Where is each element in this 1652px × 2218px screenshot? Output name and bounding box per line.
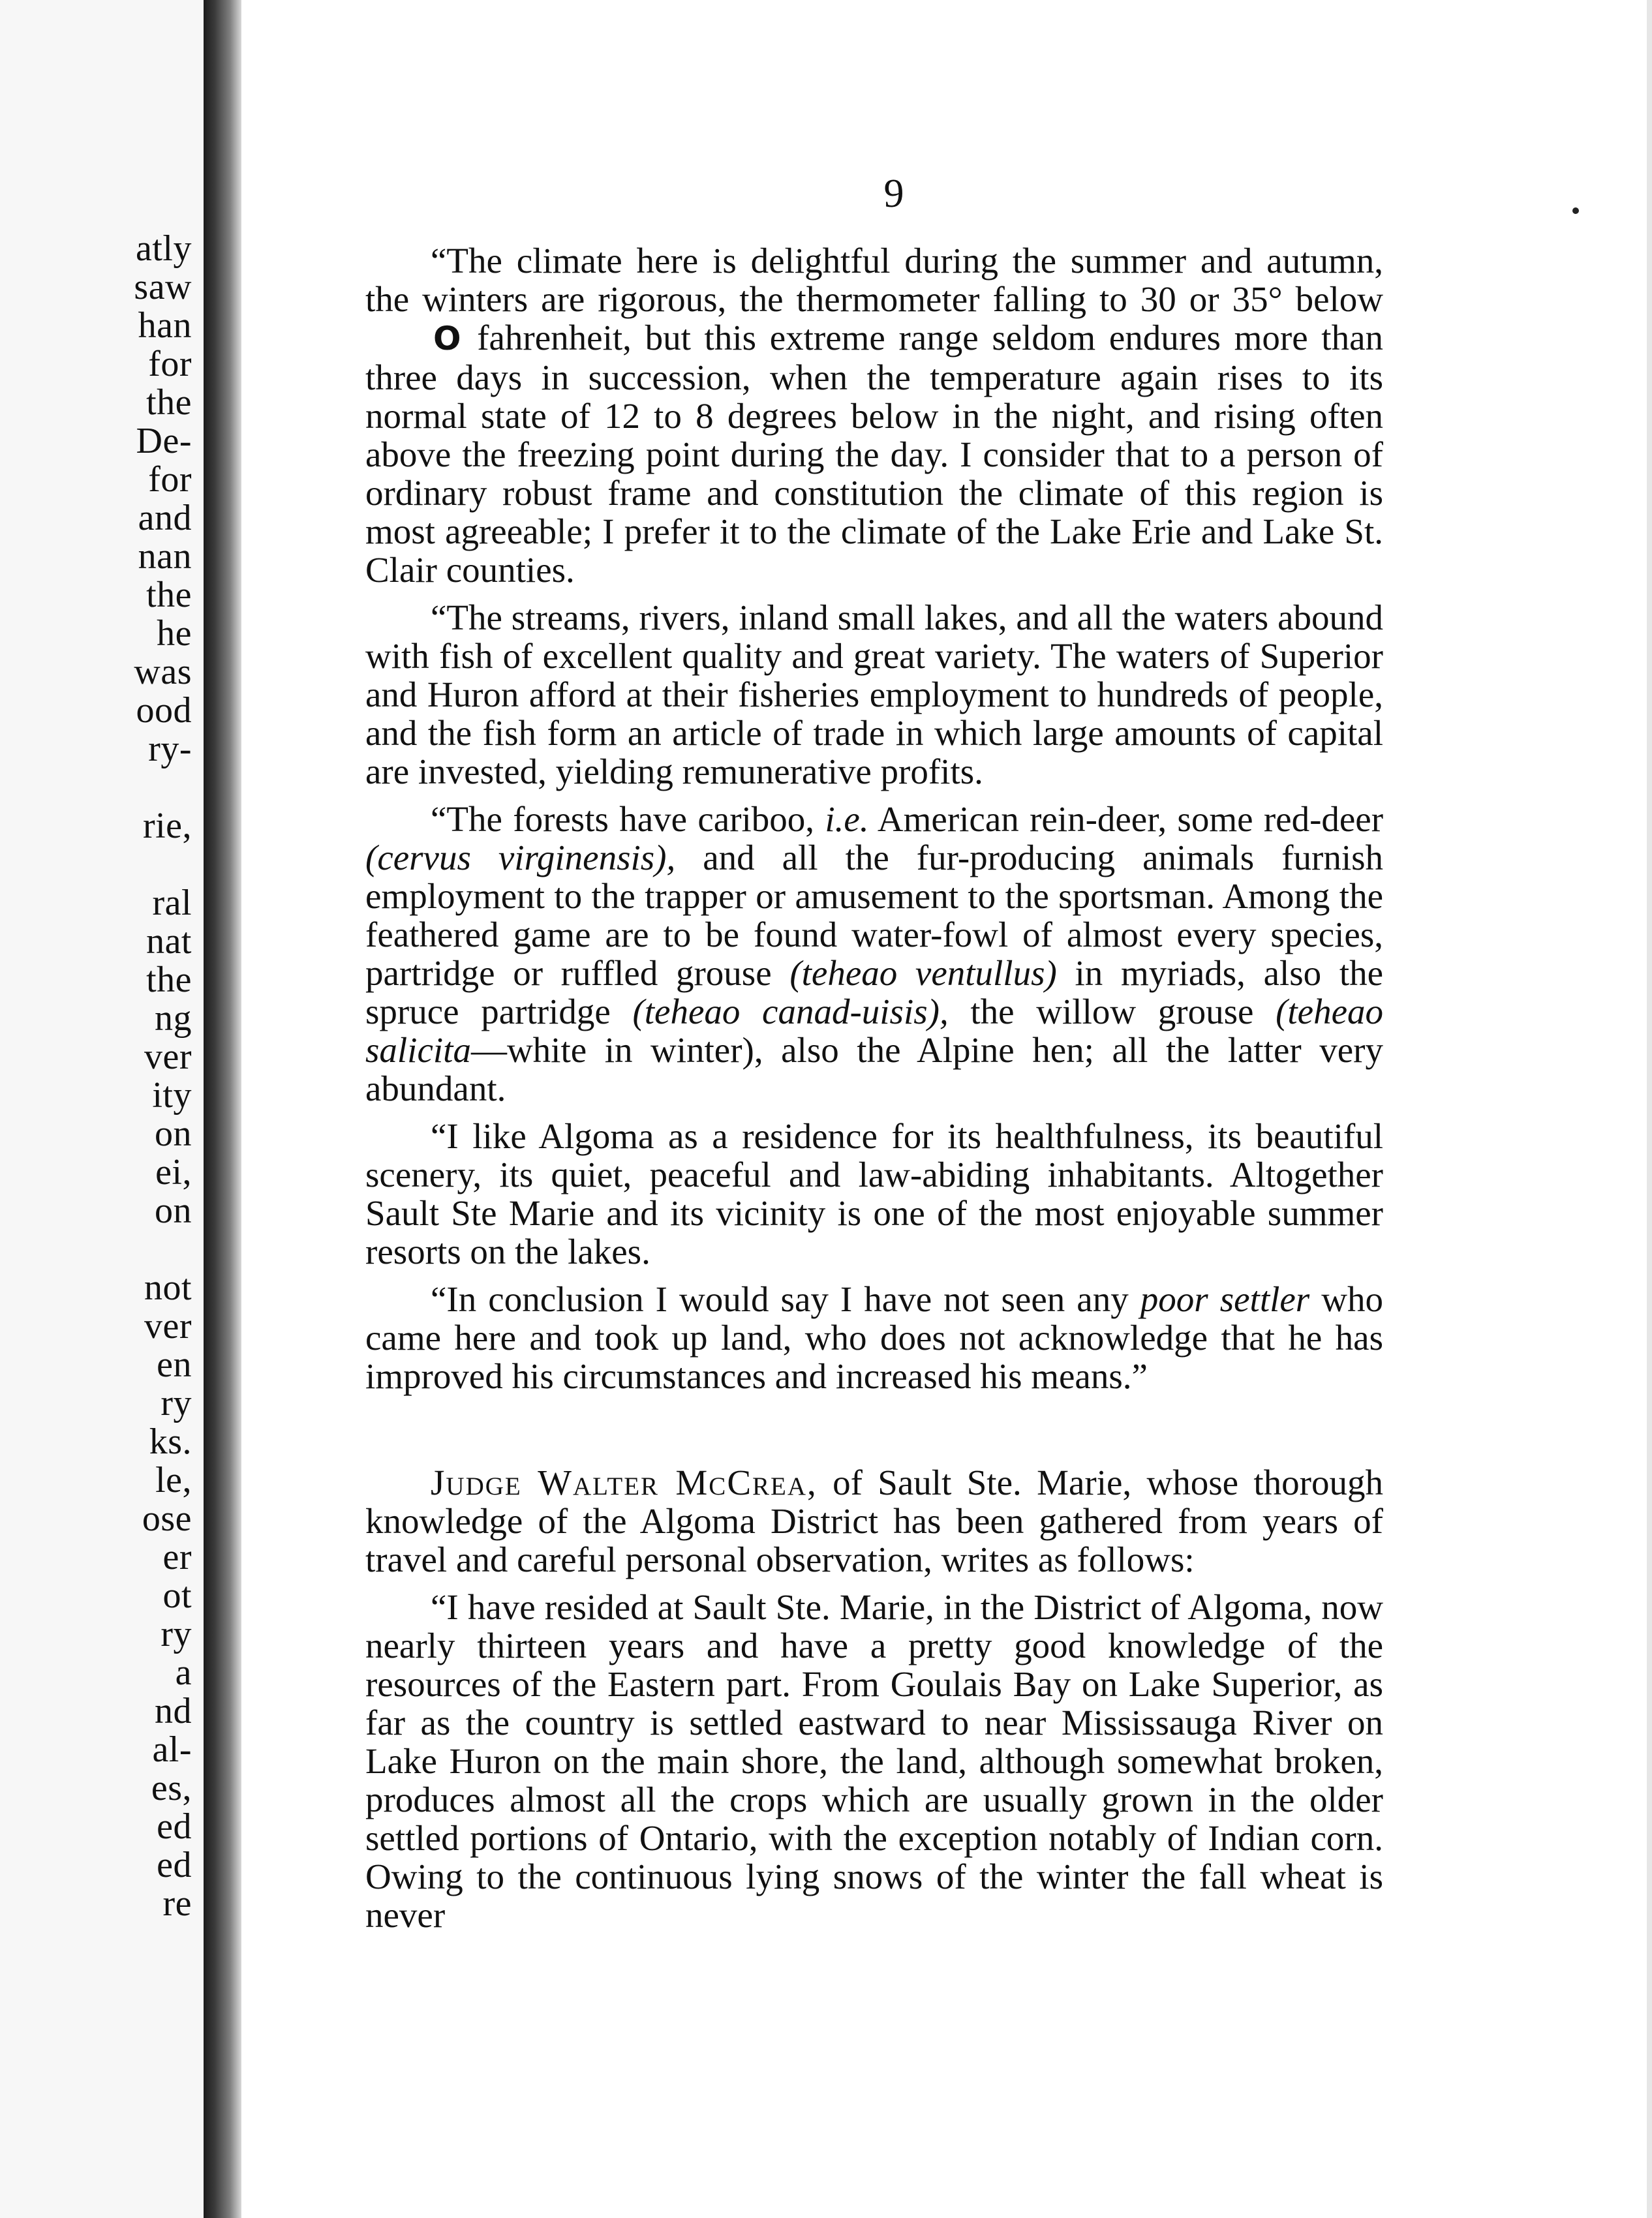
facing-page-fragment: ry (161, 1383, 192, 1423)
facing-page-fragment: ed (157, 1806, 192, 1847)
facing-page-fragment: re (162, 1883, 192, 1924)
body-text (365, 241, 1383, 1934)
facing-page-fragment: rie, (142, 806, 192, 846)
facing-page-fragment: en (157, 1344, 192, 1385)
facing-page-fragment: nd (155, 1691, 192, 1731)
facing-page-fragment: al- (152, 1729, 192, 1770)
paragraph-climate: “The climate here is delightful during the summer and autumn, the winters are rigorous, the thermometer falling to 30 or 35° below O fahrenheit, but this extreme range seldom endures more than three days in succession, when the temperature again rises to its normal state of 12 to 8 degrees below in the night, and rising often above the freezing point during the day. I consider that to a person of ordinary robust frame and constitution the climate of this region is most agreeable; I prefer it to the climate of the Lake Erie and Lake St. Clair counties. (365, 241, 1383, 590)
facing-page-fragment: ity (152, 1075, 192, 1116)
paragraph-residence: “I like Algoma as a residence for its healthfulness, its beautiful scenery, its quiet, peaceful and law-abiding inhabitants. Altogether Sault Ste Marie and its vicinity is one of the most enjoyable summer resorts on the lakes. (365, 1116, 1383, 1271)
facing-page-fragment (134, 1230, 192, 1269)
facing-page-fragment: nat (146, 921, 192, 962)
facing-page-fragment: the (146, 960, 192, 1000)
paragraph-forests: “The forests have cariboo, i.e. American rein-deer, some red-deer (cervus virginensis), and all the fur-producing animals furnish employment to the trapper or amusement to the sportsman. Among the feathered game are to be found water-fowl of almost every species, partridge or ruffled grouse (teheao ventullus) in myriads, also the spruce partridge (teheao canad-uisis), the willow grouse (teheao salicita—white in winter), also the Alpine hen; all the latter very abundant. (365, 799, 1384, 1108)
facing-page-fragment: on (155, 1114, 192, 1154)
facing-page-fragment: ose (142, 1498, 192, 1539)
facing-page-fragment: and (138, 498, 192, 538)
paragraph-conclusion: “In conclusion I would say I have not seen any poor settler who came here and took up land, who does not acknowledge that he has improved his circumstances and increased his means.” (365, 1279, 1383, 1396)
book-gutter (204, 0, 241, 2218)
facing-page-fragment: De- (136, 421, 192, 461)
facing-page-fragment: ver (144, 1306, 192, 1346)
facing-page-fragment: ver (144, 1037, 192, 1077)
facing-page-fragment: atly (136, 228, 192, 269)
facing-page-fragment: ood (136, 690, 192, 731)
facing-page-fragment: er (162, 1537, 192, 1577)
ink-speck (1572, 207, 1579, 214)
facing-page (0, 0, 204, 2218)
facing-page-fragment: for (148, 459, 192, 500)
facing-page-fragment: ng (155, 998, 192, 1039)
facing-page-fragment: ral (152, 883, 192, 923)
facing-page-fragment: for (148, 344, 192, 384)
facing-page-fragment: nan (138, 536, 192, 577)
facing-page-fragment: es, (151, 1768, 192, 1808)
facing-page-fragment: saw (134, 267, 192, 307)
paragraph-streams: “The streams, rivers, inland small lakes, and all the waters abound with fish of excellent quality and great variety. The waters of Superior and Huron afford at their fisheries employment to hundreds of people, and the fish form an article of trade in which large amounts of capital are invested, yielding remunerative profits. (365, 598, 1383, 791)
facing-page-fragment: the (146, 382, 192, 423)
facing-page-fragment (134, 845, 192, 884)
paragraph-resided: “I have resided at Sault Ste. Marie, in the District of Algoma, now nearly thirteen years and have a pretty good knowledge of the resources of the Eastern part. From Goulais Bay on Lake Superior, as far as the country is settled eastward to near Mississauga River on Lake Huron on the main shore, the land, although somewhat broken, produces almost all the crops which are usually grown in the older settled portions of Ontario, with the exception notably of Indian corn. Owing to the continuous lying snows of the winter the fall wheat is never (365, 1587, 1383, 1935)
facing-page-text-fragments (134, 230, 192, 1923)
facing-page-fragment: ot (162, 1575, 192, 1616)
facing-page-fragment: not (144, 1268, 192, 1308)
facing-page-fragment: the (146, 575, 192, 615)
facing-page-fragment: ei, (155, 1152, 192, 1193)
page-number: 9 (883, 172, 904, 216)
judge-name: Judge Walter McCrea, (431, 1463, 818, 1502)
facing-page-fragment: ed (157, 1845, 192, 1885)
paragraph-judge-mccrea: Judge Walter McCrea, of Sault Ste. Marie, whose thorough knowledge of the Algoma District has been gathered from years of travel and careful personal observation, writes as follows: (365, 1463, 1383, 1579)
facing-page-fragment: was (134, 652, 192, 692)
degree-symbol-o: O (433, 320, 461, 357)
facing-page-fragment: le, (155, 1460, 192, 1500)
facing-page-fragment: ry (161, 1614, 192, 1654)
facing-page-fragment: a (175, 1652, 192, 1693)
facing-page-fragment: ry- (148, 729, 192, 769)
facing-page-fragment: he (157, 613, 192, 654)
facing-page-fragment: han (138, 305, 192, 346)
facing-page-fragment (134, 768, 192, 807)
facing-page-fragment: on (155, 1191, 192, 1231)
facing-page-fragment: ks. (149, 1421, 192, 1462)
